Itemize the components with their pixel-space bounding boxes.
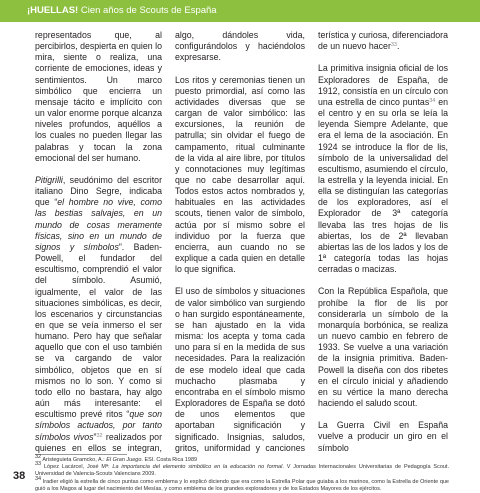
text-run: realizados por quienes en ellos se integran, — [35, 431, 162, 453]
paragraph: El uso de símbolos y situaciones de valor simbólico van surgiendo o han surgido espontáneamente, se han ajustado en la vida misma: los acepta y toma cada uno para sí en la medida de sus necesidades. Para la realización de ese modelo ideal que cada muchacho plasmaba y encontraba en el símbolo mismo Exploradores de España se dotó de unos elementos que aportaban significación y significado. Insignias, saludos, gritos, uniformidad y canciones — [175, 286, 305, 453]
paragraph — [318, 63, 448, 275]
text-column-3 — [318, 30, 448, 454]
header-title-rest: Cien años de Scouts de España — [78, 5, 217, 16]
paragraph: algo, dándoles vida, configurándolos y haciéndolos expresarse. — [175, 30, 305, 63]
text-run: , seudónimo del escritor italiano Dino Segre, indicaba que “ — [35, 174, 162, 208]
page-number: 38 — [13, 470, 26, 482]
text-run: . V Jornadas Internacionales Universitarias de Pedagogía Scout. Universidad de Valencia-Scouts Valencians 2009. — [35, 464, 449, 478]
footnote-33 — [35, 461, 449, 478]
footnote-number: 32 — [35, 454, 42, 460]
footnote-divider — [35, 454, 127, 455]
text-run: López Lacárcel, José Mª: — [41, 464, 113, 471]
footnote-number: 34 — [35, 475, 42, 482]
text-run: terística y curiosa, diferenciadora de un nuevo hacer — [318, 30, 448, 52]
text-run: Iradier eligió la estrella de cinco puntas como emblema y lo explicó diciendo que era como la Estrella Polar que guiaba a los marinos, como la Estrella de Oriente que guió a los Magos al lugar del nacimiento del Mesías, y como emblema de los grandes exploradores y de los Estados Mayores de los ejércitos. — [35, 478, 449, 492]
text-column-1 — [35, 30, 162, 454]
paragraph — [318, 30, 448, 52]
italic-text: La importancia del elemento simbólico en la educación no formal — [112, 464, 283, 471]
text-run: en el centro y en su orla se leía la leyenda Siempre Adelante, que era el lema de la asociación. En 1924 se introduce la flor de lis, símbolo de la universalidad del escultismo, asumiendo el círculo, la estrella y la leyenda inicial. En ella se distinguían las categorías de los exploradores, así el Explorador de 3ª categoría llevaba las tres hojas de lis abiertas, los de 2ª llevaban abiertas las de los lados y los de 1ª categoría todas las hojas cerradas o macizas. — [318, 96, 448, 275]
quote-text: que son símbolos actuados, por tanto símbolos vivos — [35, 409, 162, 442]
text-run: La primitiva insignia oficial de los Exploradores de España, de 1912, consistía en un círculo con una estrella de cinco puntas — [318, 63, 448, 107]
text-run: ”. Baden-Powell, el fundador del escultismo, comprendió el valor del símbolo. Asumió, igualmente, el valor de las situaciones simbólicas, es decir, los escenarios y circunstancias en que se veía inmerso el ser humano. Pero hay que señalar aquello que con el uso también se va cargando de valor simbólico, objetos que en sí mismos no lo son. Y como si todo ello no bastara, hay algo aún más interesante: el escultismo prevé ritos “ — [35, 241, 162, 420]
italic-text: Pitigrilli — [35, 174, 63, 185]
footnotes — [35, 454, 449, 493]
header-title — [27, 5, 217, 16]
quote-text: el hombre no vive, como las bestias salvajes, en un mundo de cosas meramente físicas, sino en un mundo de signos y símbolos — [35, 197, 162, 252]
text-run: . — [397, 41, 400, 52]
paragraph: Los ritos y ceremonias tienen un puesto primordial, así como las actividades diversas que se cargan de valor simbólico: las excursiones, la reunión de patrulla; sin olvidar el fuego de campamento, ritual culminante de la vida al aire libre, por títulos y connotaciones muy legítimas que no cabe desarrollar aquí. Todos estos actos nombrados y, habituales en las actividades scouts, tienen valor de símbolo, actúa por sí mismo sobre el individuo por la fuerza que encierra, aun cuando no se explique a cada quien en detalle lo que significa. — [175, 74, 305, 275]
paragraph: Con la República Española, que prohíbe la flor de lis por considerarla un símbolo de la monarquía borbónica, se realiza un nuevo cambio en febrero de 1933. Se vuelve a una variación de la insignia primitiva. Baden-Powell la diseña con dos ribetes en el círculo inicial y añadiendo en su vértice la mano derecha haciendo el saludo scout. — [318, 286, 448, 409]
footnote-ref-34[interactable]: 34 — [429, 97, 436, 104]
text-run: Aristeguieta Gramcko, A.: — [41, 457, 107, 463]
italic-text: El Gran Juego — [106, 457, 142, 463]
text-column-2 — [175, 30, 305, 454]
page-header — [0, 0, 480, 22]
text-run: ” — [93, 431, 97, 442]
paragraph: La Guerra Civil en España vuelve a producir un giro en el símbolo — [318, 420, 448, 453]
paragraph: representados que, al percibirlos, despierta en quien lo mira, siente o realiza, una corriente de emociones, ideas y sentimientos. Un marco simbólico que encierra un mensaje tácito e implícito con un valor enorme porque alcanza niveles profundos, aquéllos a los cuales no pueden llegar las palabras y tocan la zona emocional del ser humano. — [35, 30, 162, 163]
header-title-bold: ¡HUELLAS! — [27, 5, 79, 16]
footnote-ref-33[interactable]: 33 — [390, 42, 397, 49]
footnote-34 — [35, 475, 449, 493]
footnote-ref-32[interactable]: 32 — [96, 432, 103, 439]
footnote-number: 33 — [35, 461, 42, 468]
text-run: . ESI. Costa Rica 1989 — [141, 457, 198, 463]
paragraph — [35, 175, 162, 454]
